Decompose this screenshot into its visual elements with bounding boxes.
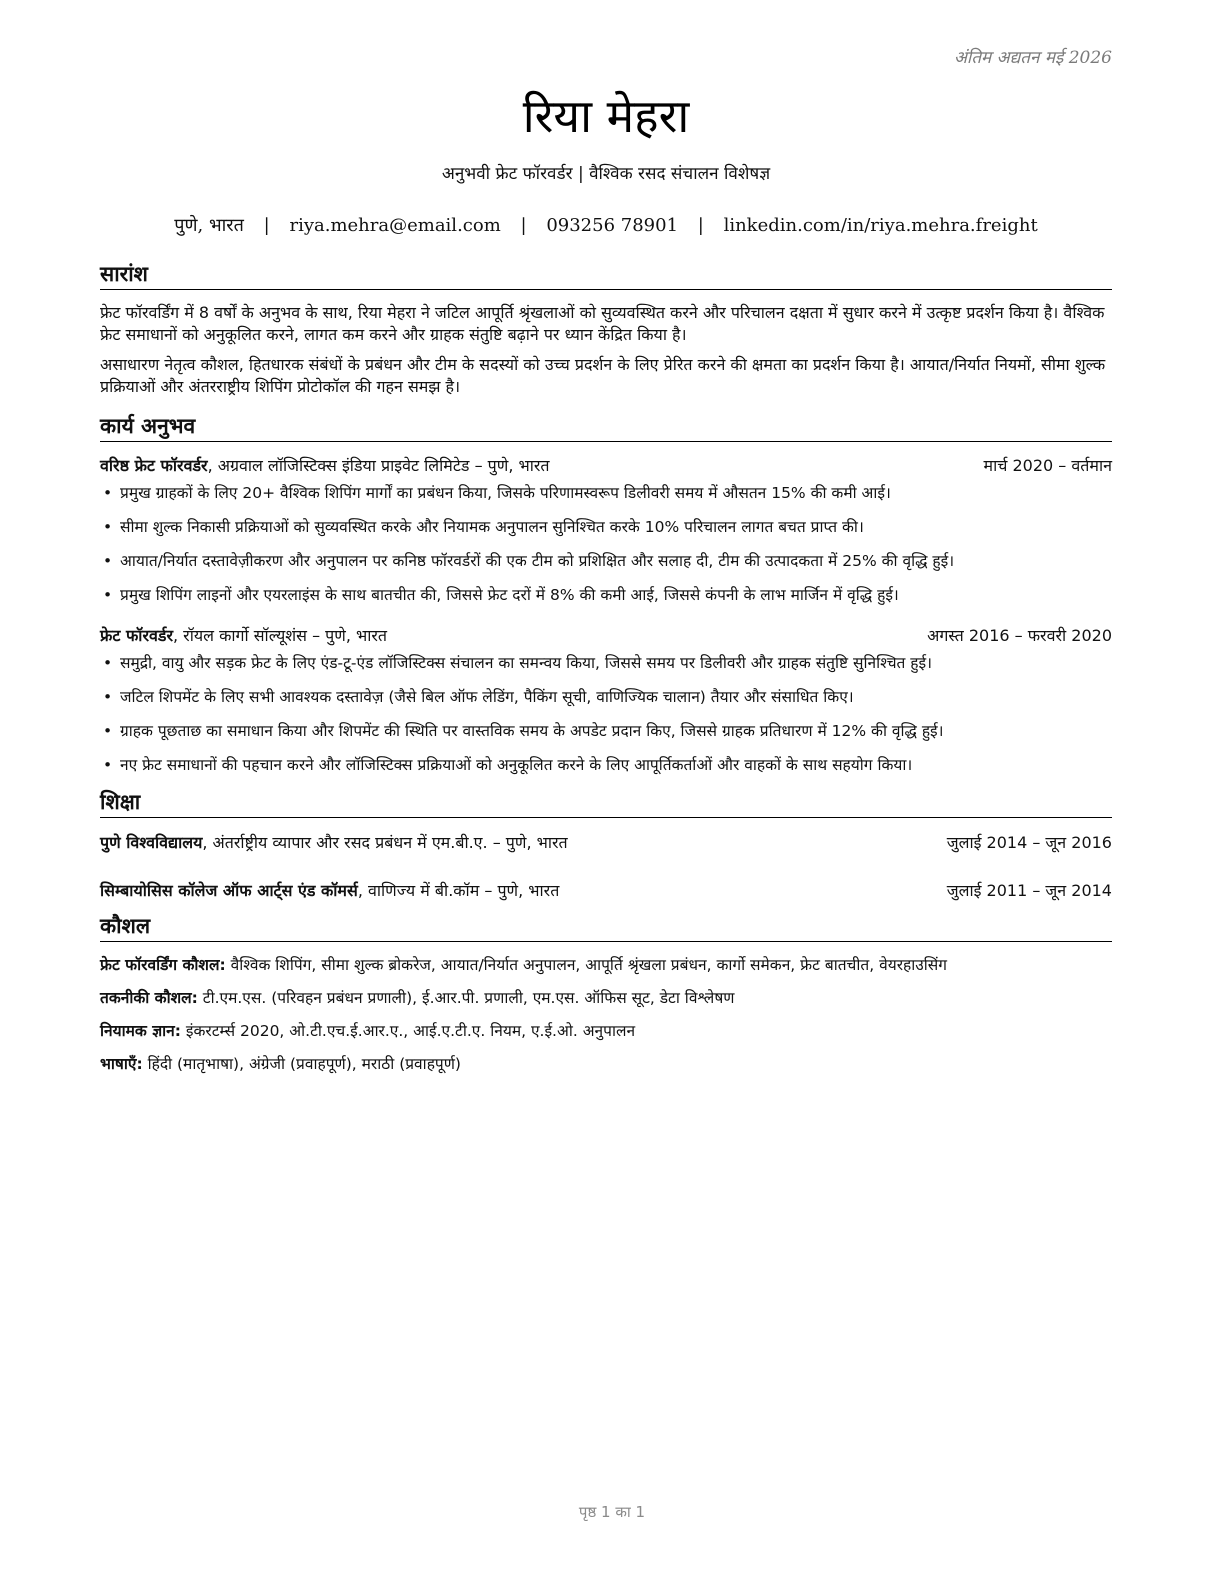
contact-separator: | bbox=[697, 215, 704, 236]
bullet-icon: • bbox=[103, 756, 113, 774]
education-school: सिम्बायोसिस कॉलेज ऑफ आर्ट्स एंड कॉमर्स bbox=[100, 881, 358, 900]
candidate-subtitle: अनुभवी फ्रेट फॉरवर्डर | वैश्विक रसद संचालन विशेषज्ञ bbox=[441, 164, 771, 184]
bullet-icon: • bbox=[103, 518, 113, 536]
education-detail: , वाणिज्य में बी.कॉम – पुणे, भारत bbox=[357, 881, 560, 900]
summary-paragraph: फ्रेट फॉरवर्डिंग में 8 वर्षों के अनुभव के साथ, रिया मेहरा ने जटिल आपूर्ति श्रृंखलाओं को सुव्यवस्थित करने और परिचालन दक्षता में सुधार करने में उत्कृष्ट प्रदर्शन किया है। वैश्विक फ्रेट समाधानों को अनुकूलित करने, लागत कम करने और ग्राहक संतुष्टि बढ़ाने पर ध्यान केंद्रित किया है। bbox=[100, 303, 1105, 344]
education-detail: , अंतर्राष्ट्रीय व्यापार और रसद प्रबंधन में एम.बी.ए. – पुणे, भारत bbox=[202, 833, 568, 852]
job-bullet bbox=[100, 686, 1112, 708]
job-entry bbox=[100, 454, 1112, 606]
job-bullet-text: प्रमुख ग्राहकों के लिए 20+ वैश्विक शिपिंग मार्गों का प्रबंधन किया, जिसके परिणामस्वरूप डिलीवरी समय में औसतन 15% की कमी आई। bbox=[120, 484, 891, 502]
education-line bbox=[100, 878, 559, 904]
skill-line bbox=[100, 1053, 1112, 1075]
job-bullet bbox=[100, 652, 1112, 674]
job-bullet bbox=[100, 754, 1112, 776]
bullet-icon: • bbox=[103, 688, 113, 706]
contact-line bbox=[100, 214, 1112, 238]
job-entry bbox=[100, 624, 1112, 776]
education-dates: जुलाई 2011 – जून 2014 bbox=[946, 881, 1112, 900]
skill-value: इंकरटर्म्स 2020, ओ.टी.एच.ई.आर.ए., आई.ए.टी.ए. नियम, ए.ई.ओ. अनुपालन bbox=[180, 1022, 636, 1040]
summary-paragraph: असाधारण नेतृत्व कौशल, हितधारक संबंधों के प्रबंधन और टीम के सदस्यों को उच्च प्रदर्शन के लिए प्रेरित करने की क्षमता का प्रदर्शन किया है। आयात/निर्यात नियमों, सीमा शुल्क प्रक्रियाओं और अंतरराष्ट्रीय शिपिंग प्रोटोकॉल की गहन समझ है। bbox=[100, 355, 1106, 396]
job-bullet bbox=[100, 720, 1112, 742]
education-line bbox=[100, 830, 568, 856]
skill-line bbox=[100, 954, 1112, 976]
skill-label: फ्रेट फॉरवर्डिंग कौशल: bbox=[100, 956, 226, 974]
contact-separator: | bbox=[263, 215, 270, 236]
resume-page bbox=[100, 40, 1112, 1086]
skill-line bbox=[100, 987, 1112, 1009]
bullet-icon: • bbox=[103, 484, 113, 502]
candidate-name: रिया मेहरा bbox=[522, 89, 690, 143]
contact-separator: | bbox=[520, 215, 527, 236]
job-bullet bbox=[100, 550, 1112, 572]
job-header bbox=[100, 624, 1112, 648]
bullet-icon: • bbox=[103, 586, 113, 604]
education-entry bbox=[100, 878, 1112, 904]
skills-heading: कौशल bbox=[100, 912, 1112, 942]
job-dates: मार्च 2020 – वर्तमान bbox=[983, 456, 1112, 475]
contact-email[interactable]: riya.mehra@email.com bbox=[289, 215, 501, 236]
bullet-icon: • bbox=[103, 552, 113, 570]
job-bullet bbox=[100, 584, 1112, 606]
job-title-line bbox=[100, 624, 387, 648]
skill-value: वैश्विक शिपिंग, सीमा शुल्क ब्रोकरेज, आयात/निर्यात अनुपालन, आपूर्ति श्रृंखला प्रबंधन, कार्गो समेकन, फ्रेट बातचीत, वेयरहाउसिंग bbox=[225, 956, 948, 974]
job-bullets bbox=[100, 482, 1112, 606]
summary-heading: सारांश bbox=[100, 260, 1112, 290]
job-role: फ्रेट फॉरवर्डर bbox=[100, 626, 173, 645]
job-title-line bbox=[100, 454, 550, 478]
job-bullet-text: ग्राहक पूछताछ का समाधान किया और शिपमेंट की स्थिति पर वास्तविक समय के अपडेट प्रदान किए, जिससे ग्राहक प्रतिधारण में 12% की वृद्धि हुई। bbox=[120, 722, 944, 740]
last-updated: अंतिम अद्यतन मई 2026 bbox=[953, 48, 1112, 68]
education-school: पुणे विश्वविद्यालय bbox=[100, 833, 203, 852]
bullet-icon: • bbox=[103, 654, 113, 672]
experience-heading: कार्य अनुभव bbox=[100, 412, 1112, 442]
job-company: , रॉयल कार्गो सॉल्यूशंस – पुणे, भारत bbox=[173, 626, 388, 645]
page-number: पृष्ठ 1 का 1 bbox=[578, 1503, 646, 1521]
contact-location: पुणे, भारत bbox=[174, 215, 244, 236]
job-bullet-text: आयात/निर्यात दस्तावेज़ीकरण और अनुपालन पर कनिष्ठ फॉरवर्डरों की एक टीम को प्रशिक्षित और सलाह दी, टीम की उत्पादकता में 25% की वृद्धि हुई। bbox=[120, 552, 955, 570]
skill-label: नियामक ज्ञान: bbox=[100, 1022, 181, 1040]
skill-line bbox=[100, 1020, 1112, 1042]
skill-label: तकनीकी कौशल: bbox=[100, 989, 198, 1007]
skill-value: टी.एम.एस. (परिवहन प्रबंधन प्रणाली), ई.आर.पी. प्रणाली, एम.एस. ऑफिस सूट, डेटा विश्लेषण bbox=[197, 989, 735, 1007]
job-role: वरिष्ठ फ्रेट फॉरवर्डर bbox=[100, 456, 208, 475]
skill-value: हिंदी (मातृभाषा), अंग्रेजी (प्रवाहपूर्ण), मराठी (प्रवाहपूर्ण) bbox=[142, 1055, 461, 1073]
job-dates: अगस्त 2016 – फरवरी 2020 bbox=[927, 626, 1112, 645]
job-bullet-text: समुद्री, वायु और सड़क फ्रेट के लिए एंड-टू-एंड लॉजिस्टिक्स संचालन का समन्वय किया, जिससे समय पर डिलीवरी और ग्राहक संतुष्टि सुनिश्चित हुई। bbox=[120, 654, 933, 672]
job-bullet-text: नए फ्रेट समाधानों की पहचान करने और लॉजिस्टिक्स प्रक्रियाओं को अनुकूलित करने के लिए आपूर्तिकर्ताओं और वाहकों के साथ सहयोग किया। bbox=[120, 756, 913, 774]
job-bullet bbox=[100, 482, 1112, 504]
job-bullet-text: सीमा शुल्क निकासी प्रक्रियाओं को सुव्यवस्थित करके और नियामक अनुपालन सुनिश्चित करके 10% परिचालन लागत बचत प्राप्त की। bbox=[120, 518, 864, 536]
job-header bbox=[100, 454, 1112, 478]
job-bullets bbox=[100, 652, 1112, 776]
job-company: , अग्रवाल लॉजिस्टिक्स इंडिया प्राइवेट लिमिटेड – पुणे, भारत bbox=[207, 456, 550, 475]
education-heading: शिक्षा bbox=[100, 788, 1112, 818]
contact-phone: 093256 78901 bbox=[546, 215, 679, 236]
education-dates: जुलाई 2014 – जून 2016 bbox=[946, 833, 1112, 852]
contact-linkedin[interactable]: linkedin.com/in/riya.mehra.freight bbox=[723, 215, 1038, 236]
bullet-icon: • bbox=[103, 722, 113, 740]
education-entry bbox=[100, 830, 1112, 856]
job-bullet-text: प्रमुख शिपिंग लाइनों और एयरलाइंस के साथ बातचीत की, जिससे फ्रेट दरों में 8% की कमी आई, जिससे कंपनी के लाभ मार्जिन में वृद्धि हुई। bbox=[120, 586, 899, 604]
skill-label: भाषाएँ: bbox=[100, 1055, 143, 1073]
job-bullet bbox=[100, 516, 1112, 538]
job-bullet-text: जटिल शिपमेंट के लिए सभी आवश्यक दस्तावेज़ (जैसे बिल ऑफ लेडिंग, पैकिंग सूची, वाणिज्यिक चालान) तैयार और संसाधित किए। bbox=[120, 688, 854, 706]
